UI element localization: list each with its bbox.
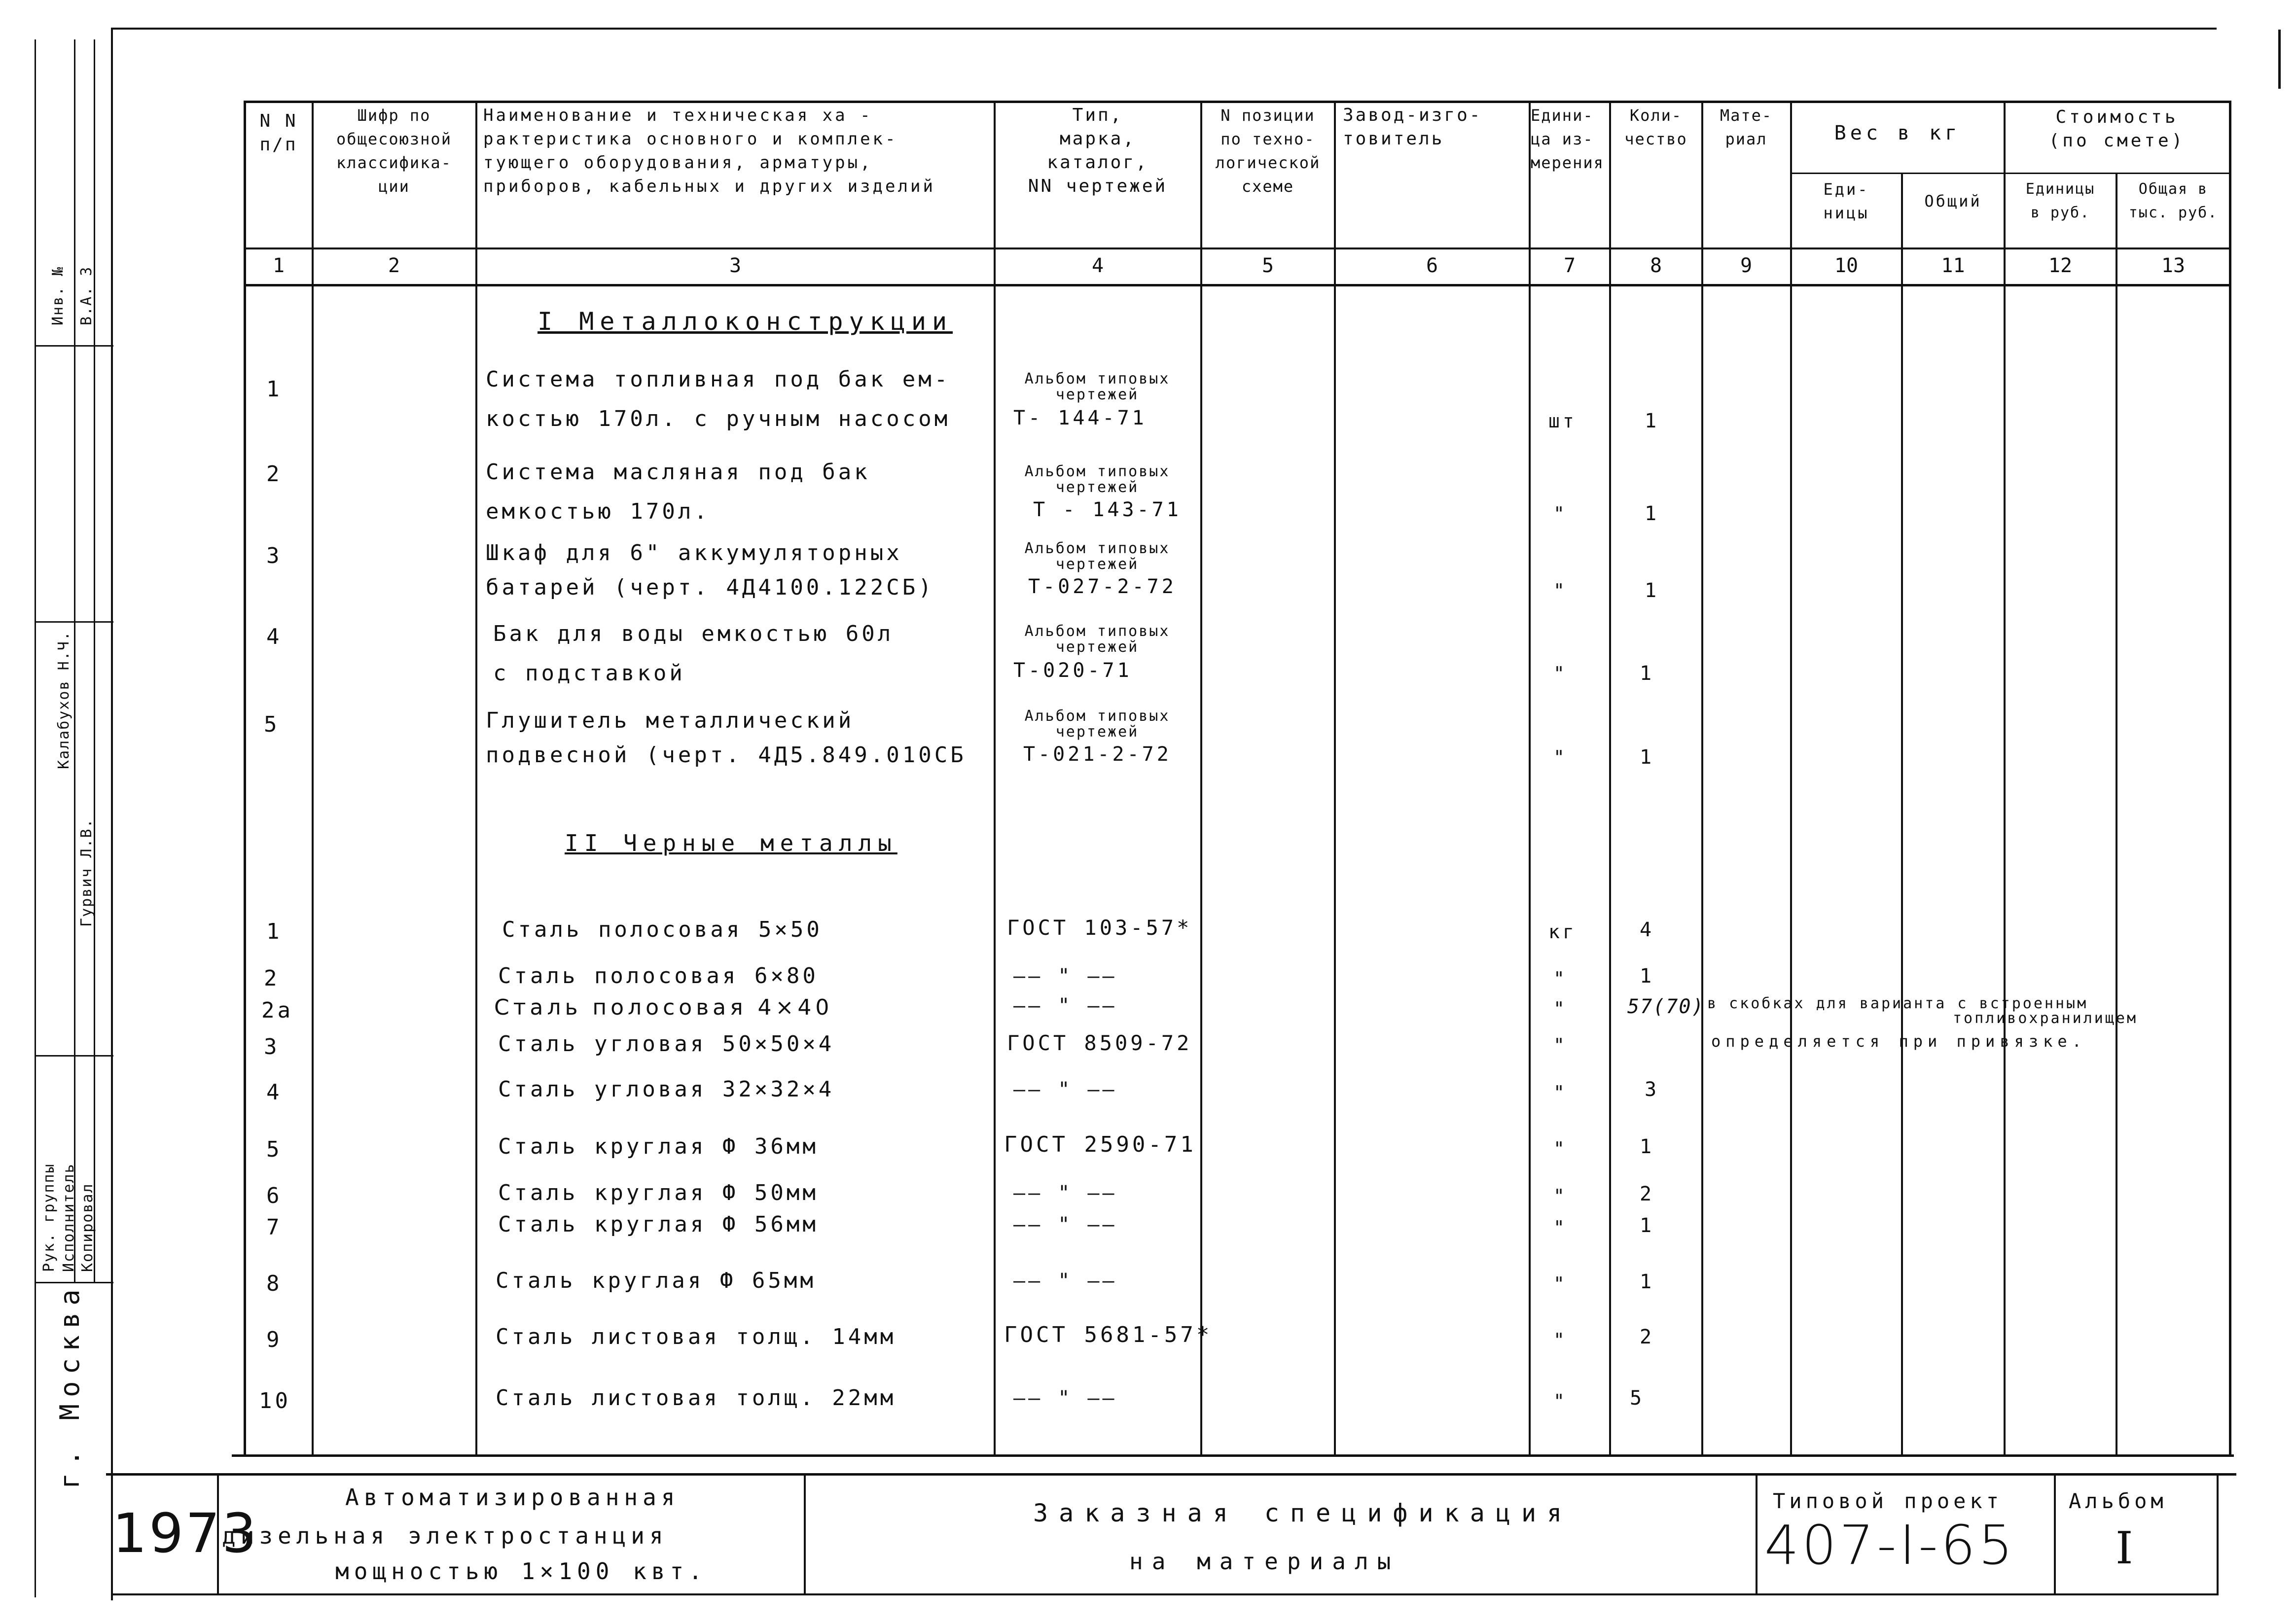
row-qty: 1 (1640, 1214, 1655, 1237)
tb-object-3: мощностью 1×100 квт. (335, 1558, 707, 1585)
row-type-line2: чертежей (1055, 386, 1139, 403)
row-name-line1: Система топливная под бак ем- (486, 367, 951, 392)
row-name: Сталь угловая 50×50×4 (498, 1031, 835, 1057)
row-unit: " (1553, 503, 1568, 525)
row-qty: 3 (1645, 1078, 1660, 1101)
hdr-c8: Коли- чество (1624, 106, 1687, 148)
row-unit: " (1553, 1082, 1568, 1103)
hdr-c6: Завод-изго- товитель (1343, 105, 1482, 149)
colnum-8: 8 (1650, 254, 1662, 277)
colnum-2: 2 (388, 254, 400, 277)
row-number: 6 (266, 1183, 283, 1208)
note-line-1: в скобках для варианта с встроенным (1707, 995, 2088, 1012)
stamp-line-2 (74, 39, 75, 1282)
hdr-c2: Шифр по общесоюзной классифика- ции (336, 106, 452, 196)
stamp-hline-1 (35, 345, 113, 347)
colnum-13: 13 (2161, 254, 2186, 277)
row-type: ГОСТ 5681-57* (1004, 1322, 1213, 1347)
hdr-c3: Наименование и техническая ха - рактеристика основного и комплек- тующего оборудования, арматуры, приборов, кабельных и других изделий (483, 106, 935, 196)
colnum-5: 5 (1261, 254, 1274, 277)
row-qty: 1 (1640, 662, 1655, 685)
row-unit: " (1553, 1185, 1568, 1207)
row-qty: 1 (1640, 1135, 1655, 1158)
row-name: Сталь полосовая 6×80 (498, 963, 819, 989)
col-line-12 (2116, 173, 2117, 1454)
row-unit: кг (1548, 921, 1577, 943)
tb-object-1: Автоматизированная (345, 1484, 680, 1511)
stamp-rk: Рук. группы (40, 1163, 58, 1272)
row-type: ГОСТ 103-57* (1007, 916, 1192, 940)
col-line-9 (1790, 101, 1792, 1456)
stamp-va: В.А. 3 (78, 266, 95, 325)
col-line-6 (1529, 101, 1531, 1456)
row-unit: " (1553, 1329, 1568, 1351)
table-bottom (232, 1454, 2234, 1457)
stamp-name-2: Калабухов Н.Ч. (55, 631, 72, 769)
row-type-line1: Альбом типовых (1024, 370, 1170, 388)
row-type: —— " —— (1013, 1078, 1117, 1101)
note-line-2: определяется при привязке. (1711, 1032, 2086, 1051)
colnum-11: 11 (1941, 254, 1965, 277)
row-unit: " (1553, 998, 1568, 1020)
tb-doc-2: на материалы (1129, 1548, 1400, 1575)
tb-line-b (804, 1473, 806, 1595)
frame-top (111, 28, 2217, 30)
row-unit: " (1553, 580, 1568, 601)
tb-album-label: Альбом (2069, 1489, 2167, 1513)
row-number: 1 (266, 919, 283, 944)
row-qty: 1 (1640, 746, 1655, 769)
row-name: Сталь круглая Ф 56мм (498, 1212, 819, 1237)
row-number: 2а (261, 998, 293, 1023)
hdr-c5: N позиции по техно- логической схеме (1215, 106, 1321, 196)
row-qty: 1 (1640, 965, 1655, 988)
hdr-c7: Едини- ца из- мерения (1531, 106, 1604, 172)
row-type: ГОСТ 8509-72 (1007, 1031, 1192, 1055)
colnum-12: 12 (2048, 254, 2073, 277)
row-number: 1 (266, 377, 283, 402)
row-name: Сталь круглая Ф 36мм (498, 1134, 819, 1159)
row-number: 8 (266, 1271, 283, 1296)
row-type-line3: Т - 143-71 (1033, 498, 1182, 521)
row-number: 7 (266, 1215, 283, 1240)
row-type-line3: Т-021-2-72 (1023, 743, 1172, 766)
row-number: 2 (264, 966, 280, 991)
tb-project-label: Типовой проект (1773, 1489, 2003, 1513)
hdr-cost: Стоимость (по смете) (2048, 107, 2186, 151)
tb-year: 1973 (112, 1502, 258, 1565)
col-line-13 (2229, 101, 2231, 1456)
colnum-3: 3 (729, 254, 742, 277)
row-name: Сталь листовая толщ. 22мм (496, 1385, 897, 1411)
tb-line-c (1756, 1473, 1758, 1595)
section-heading-2: II Черные металлы (565, 830, 897, 856)
table-numrow-bottom (244, 284, 2231, 286)
row-name-line2: подвесной (черт. 4Д5.849.010СБ (486, 742, 967, 768)
row-type: —— " —— (1013, 965, 1117, 988)
row-number: 3 (264, 1034, 280, 1059)
row-type-line2: чертежей (1055, 723, 1139, 741)
row-name: Сталь круглая Ф 65мм (496, 1268, 816, 1293)
stamp-isp: Исполнитель (60, 1163, 77, 1272)
table-numrow-top (244, 247, 2231, 249)
row-type: —— " —— (1013, 1213, 1117, 1236)
row-unit: " (1553, 1217, 1568, 1238)
colnum-7: 7 (1563, 254, 1576, 277)
row-unit: " (1553, 1273, 1568, 1295)
row-name-line1: Шкаф для 6" аккумуляторных (486, 540, 902, 565)
colnum-4: 4 (1091, 254, 1104, 277)
row-unit: " (1553, 968, 1568, 989)
row-type: —— " —— (1013, 1182, 1117, 1204)
row-qty: 5 (1630, 1387, 1645, 1410)
row-unit: " (1553, 1390, 1568, 1412)
row-number: 9 (266, 1327, 283, 1352)
stamp-city: г. Москва (54, 1282, 85, 1489)
col-line-5 (1334, 101, 1336, 1456)
row-name-line2: емкостью 170л. (486, 499, 710, 524)
tb-doc-1: Заказная спецификация (1033, 1499, 1573, 1527)
tb-line-d (2054, 1473, 2056, 1595)
weight-subline (1790, 173, 2231, 174)
frame-left (111, 28, 113, 1600)
col-line-0 (244, 101, 246, 1456)
row-unit: " (1553, 746, 1568, 768)
colnum-9: 9 (1740, 254, 1753, 277)
row-name: Сталь круглая Ф 50мм (498, 1180, 819, 1205)
row-name-line2: костью 170л. с ручным насосом (486, 406, 951, 431)
stamp-hline-4 (35, 621, 113, 623)
col-line-4 (1200, 101, 1202, 1456)
hdr-c9: Мате- риал (1720, 106, 1773, 148)
col-line-7 (1609, 101, 1611, 1456)
stamp-hline-2 (35, 1055, 113, 1057)
row-name-line1: Бак для воды емкостью 60л (493, 621, 894, 646)
hdr-c12: Единицы в руб. (2025, 180, 2095, 221)
row-type-line3: Т- 144-71 (1013, 407, 1147, 429)
stamp-inv: Инв. № (49, 266, 67, 325)
row-number: 2 (266, 461, 283, 487)
tb-object-2: дизельная электростанция (222, 1522, 668, 1549)
hdr-weight: Вес в кг (1834, 122, 1961, 144)
row-name: Сталь листовая толщ. 14мм (496, 1324, 897, 1349)
col-line-1 (312, 101, 314, 1456)
row-unit: шт (1548, 410, 1577, 432)
col-line-10 (1901, 173, 1903, 1454)
row-qty: 1 (1645, 579, 1660, 602)
tb-line-e (2217, 1473, 2219, 1595)
stamp-line-3 (94, 39, 95, 1282)
row-name: Сталь полосовая 5×50 (502, 917, 823, 942)
row-name: Сталь угловая 32×32×4 (498, 1077, 835, 1102)
hdr-c4: Тип, марка, каталог, NN чертежей (1028, 105, 1168, 196)
table-top (244, 101, 2231, 103)
row-type-line2: чертежей (1055, 479, 1139, 496)
col-line-3 (994, 101, 996, 1456)
row-type-line3: Т-027-2-72 (1028, 575, 1177, 598)
row-qty: 57(70) (1627, 995, 1705, 1018)
row-name-line2: с подставкой (493, 661, 685, 686)
row-number: 4 (266, 1080, 283, 1105)
row-type-line2: чертежей (1055, 638, 1139, 656)
tb-top (106, 1473, 2236, 1476)
row-qty: 2 (1640, 1183, 1655, 1205)
row-number: 10 (259, 1388, 291, 1413)
row-qty: 1 (1640, 1271, 1655, 1293)
note-line-1b: топливохранилищем (1953, 1010, 2138, 1027)
frame-bottom (111, 1593, 2217, 1595)
row-unit: " (1553, 1138, 1568, 1160)
row-type: —— " —— (1013, 1387, 1117, 1410)
row-type: ГОСТ 2590-71 (1004, 1132, 1196, 1157)
col-line-2 (475, 101, 477, 1456)
row-name-line1: Глушитель металлический (486, 708, 855, 733)
row-number: 5 (266, 1137, 283, 1162)
section-heading-1: I Металлоконструкции (538, 307, 953, 336)
row-type-line1: Альбом типовых (1024, 707, 1170, 725)
frame-right-mark (2278, 30, 2281, 89)
row-number: 4 (266, 624, 283, 649)
colnum-10: 10 (1834, 254, 1859, 277)
row-unit: " (1553, 1034, 1568, 1056)
row-unit: " (1553, 663, 1568, 684)
hdr-c13: Общая в тыс. руб. (2128, 180, 2218, 221)
row-type-line3: Т-020-71 (1013, 659, 1132, 682)
row-type: —— " —— (1013, 1270, 1117, 1292)
hdr-c10: Еди- ницы (1823, 180, 1869, 222)
row-number: 3 (266, 543, 283, 568)
row-name-line1: Система масляная под бак (486, 459, 870, 485)
tb-album-number: I (2116, 1522, 2138, 1574)
row-qty: 2 (1640, 1326, 1655, 1348)
stamp-kop: Копировал (79, 1183, 96, 1272)
row-type: —— " —— (1013, 994, 1117, 1017)
tb-project-number: 407-I-65 (1764, 1514, 2016, 1577)
row-qty: 1 (1645, 502, 1660, 525)
row-name-line2: батарей (черт. 4Д4100.122СБ) (486, 575, 934, 600)
colnum-6: 6 (1426, 254, 1438, 277)
row-type-line1: Альбом типовых (1024, 463, 1170, 480)
colnum-1: 1 (272, 254, 285, 277)
row-qty: 4 (1640, 918, 1655, 941)
hdr-c11: Общий (1924, 192, 1982, 211)
row-number: 5 (264, 712, 280, 737)
stamp-line-1 (35, 39, 36, 1597)
col-line-11 (2004, 101, 2006, 1456)
row-qty: 1 (1645, 410, 1660, 432)
row-type-line1: Альбом типовых (1024, 540, 1170, 557)
stamp-name-1: Гурвич Л.В. (78, 818, 95, 927)
col-line-8 (1701, 101, 1703, 1456)
hdr-c1: N N п/п (259, 111, 298, 155)
row-type-line1: Альбом типовых (1024, 623, 1170, 640)
row-name: Сталь полосовая 4×40 (494, 995, 833, 1020)
row-type-line2: чертежей (1055, 556, 1139, 573)
